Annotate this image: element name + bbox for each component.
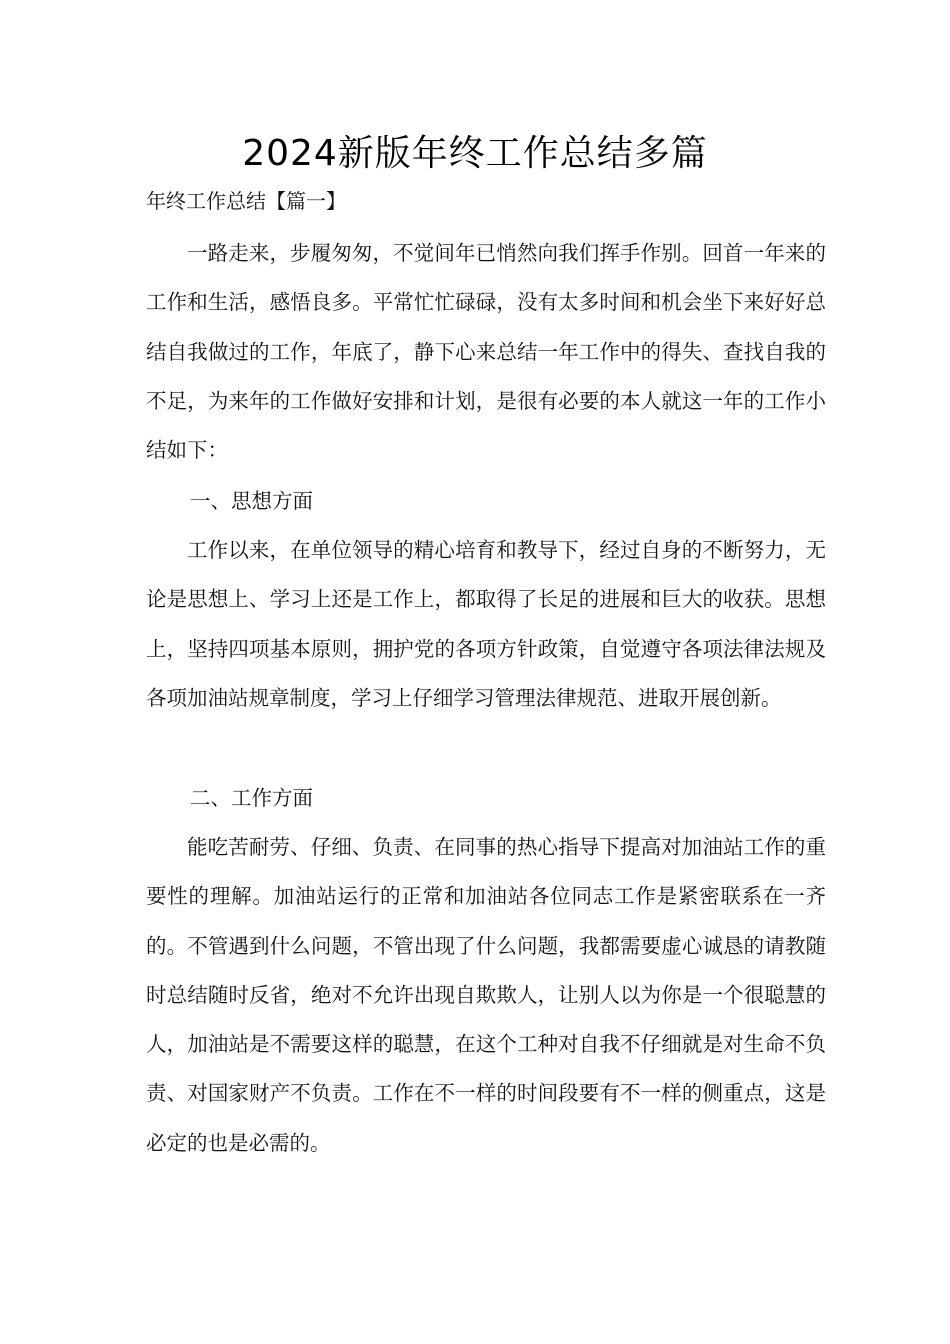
document-subtitle: 年终工作总结【篇一】 [146,189,346,213]
section-heading-work: 二、工作方面 [190,786,313,810]
section-body-thought: 工作以来，在单位领导的精心培育和教导下，经过自身的不断努力，无论是思想上、学习上还是工作上，都取得了长足的进展和巨大的收获。思想上，坚持四项基本原则，拥护党的各项方针政策，自觉遵守各项法律法规及各项加油站规章制度，学习上仔细学习管理法律规范、进取开展创新。 [146,538,826,710]
section-heading-thought: 一、思想方面 [190,489,313,513]
intro-paragraph: 一路走来，步履匆匆，不觉间年已悄然向我们挥手作别。回首一年来的工作和生活，感悟良多。平常忙忙碌碌，没有太多时间和机会坐下来好好总结自我做过的工作，年底了，静下心来总结一年工作中的得失、查找自我的不足，为来年的工作做好安排和计划，是很有必要的本人就这一年的工作小结如下： [146,241,826,463]
section-body-work: 能吃苦耐劳、仔细、负责、在同事的热心指导下提高对加油站工作的重要性的理解。加油站运行的正常和加油站各位同志工作是紧密联系在一齐的。不管遇到什么问题，不管出现了什么问题，我都需要虚心诚恳的请教随时总结随时反省，绝对不允许出现自欺欺人，让别人以为你是一个很聪慧的人，加油站是不需要这样的聪慧，在这个工种对自我不仔细就是对生命不负责、对国家财产不负责。工作在不一样的时间段要有不一样的侧重点，这是必定的也是必需的。 [146,835,826,1155]
document-title: 2024新版年终工作总结多篇 [242,133,708,174]
